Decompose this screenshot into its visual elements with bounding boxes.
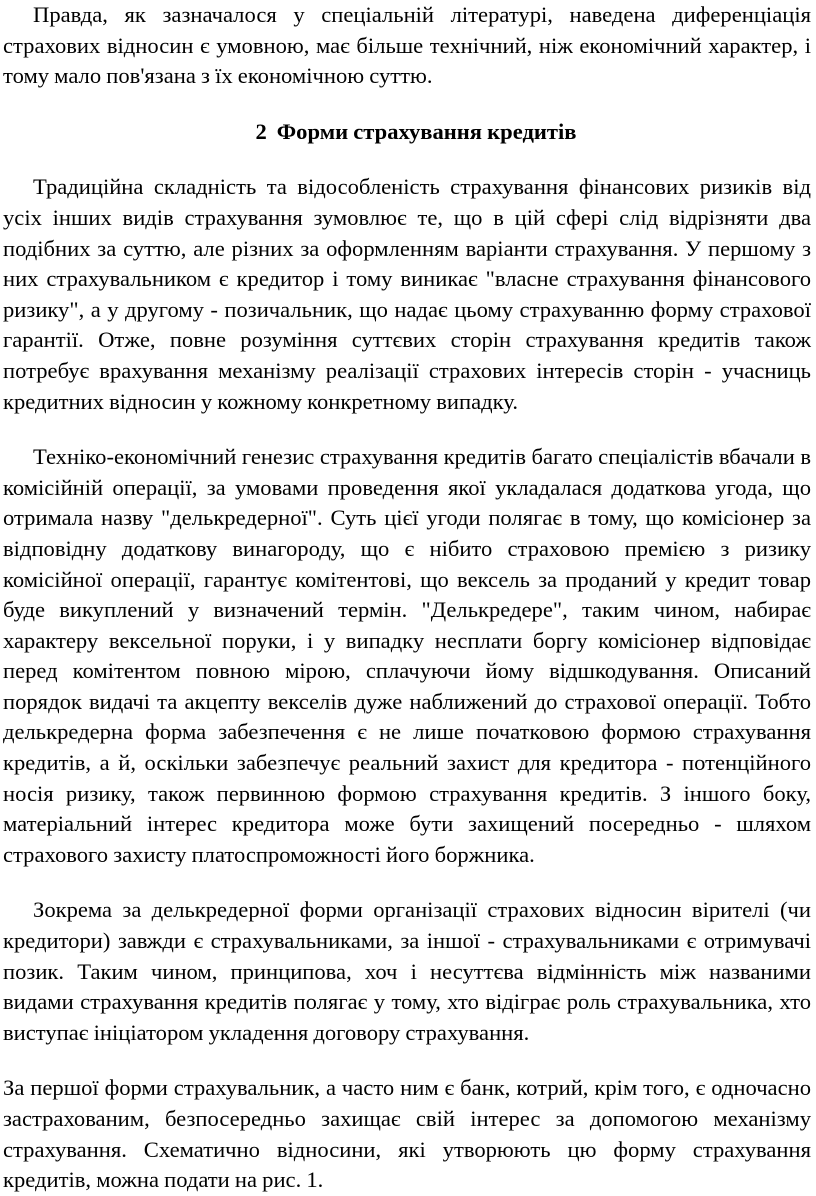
spacer <box>3 1048 811 1073</box>
spacer <box>3 870 811 895</box>
section-heading <box>3 117 811 148</box>
paragraph-4: За першої форми страхувальник, а часто ним є банк, котрий, крім того, є одночасно застрахованим, безпосередньо захищає свій інтерес за допомогою механізму страхування. Схематично відносини, які утворюють цю форму страхування кредитів, можна подати на рис. 1. <box>3 1075 811 1193</box>
section-title: Форми страхування кредитів <box>276 118 577 144</box>
spacer <box>3 417 811 442</box>
spacer <box>3 92 811 117</box>
document-page <box>3 0 811 1196</box>
section-number: 2 <box>255 118 267 144</box>
spacer <box>3 147 811 172</box>
intro-paragraph: Правда, як зазначалося у спеціальній літературі, наведена диференціація страхових відносин є умовною, має більше технічний, ніж економічний характер, і тому мало пов'язана з їх економічною суттю. <box>3 2 811 89</box>
paragraph-2: Техніко-економічний генезис страхування кредитів багато спеціалістів вбачали в комісійній операції, за умовами проведення якої укладалася додаткова угода, що отримала назву "делькредерної". Суть цієї угоди полягає в тому, що комісіонер за відповідну додаткову винагороду, що є нібито страховою премією з ризику комісійної операції, гарантує комітентові, що вексель за проданий у кредит товар буде викуплений у визначений термін. "Делькредере", таким чином, набирає характеру вексельної поруки, і у випадку несплати боргу комісіонер відповідає перед комітентом повною мірою, сплачуючи йому відшкодування. Описаний порядок видачі та акцепту векселів дуже наближений до страхової операції. Тобто делькредерна форма забезпечення є не лише початковою формою страхування кредитів, а й, оскільки забезпечує реальний захист для кредитора - потенційного носія ризику, також первинною формою страхування кредитів. З іншого боку, матеріальний інтерес кредитора може бути захищений посередньо - шляхом страхового захисту платоспроможності його боржника. <box>3 444 811 867</box>
paragraph-1: Традиційна складність та відособленість страхування фінансових ризиків від усіх інших видів страхування зумовлює те, що в цій сфері слід відрізняти два подібних за суттю, але різних за оформленням варіанти страхування. У першому з них страхувальником є кредитор і тому виникає "власне страхування фінансового ризику", а у другому - позичальник, що надає цьому страхуванню форму страхової гарантії. Отже, повне розуміння суттєвих сторін страхування кредитів також потребує врахування механізму реалізації страхових інтересів сторін - учасниць кредитних відносин у кожному конкретному випадку. <box>3 174 811 414</box>
paragraph-3: Зокрема за делькредерної форми організації страхових відносин вірителі (чи кредитори) завжди є страхувальниками, за іншої - страхувальниками є отримувачі позик. Таким чином, принципова, хоч і несуттєва відмінність між названими видами страхування кредитів полягає у тому, хто відіграє роль страхувальника, хто виступає ініціатором укладення договору страхування. <box>3 897 811 1045</box>
